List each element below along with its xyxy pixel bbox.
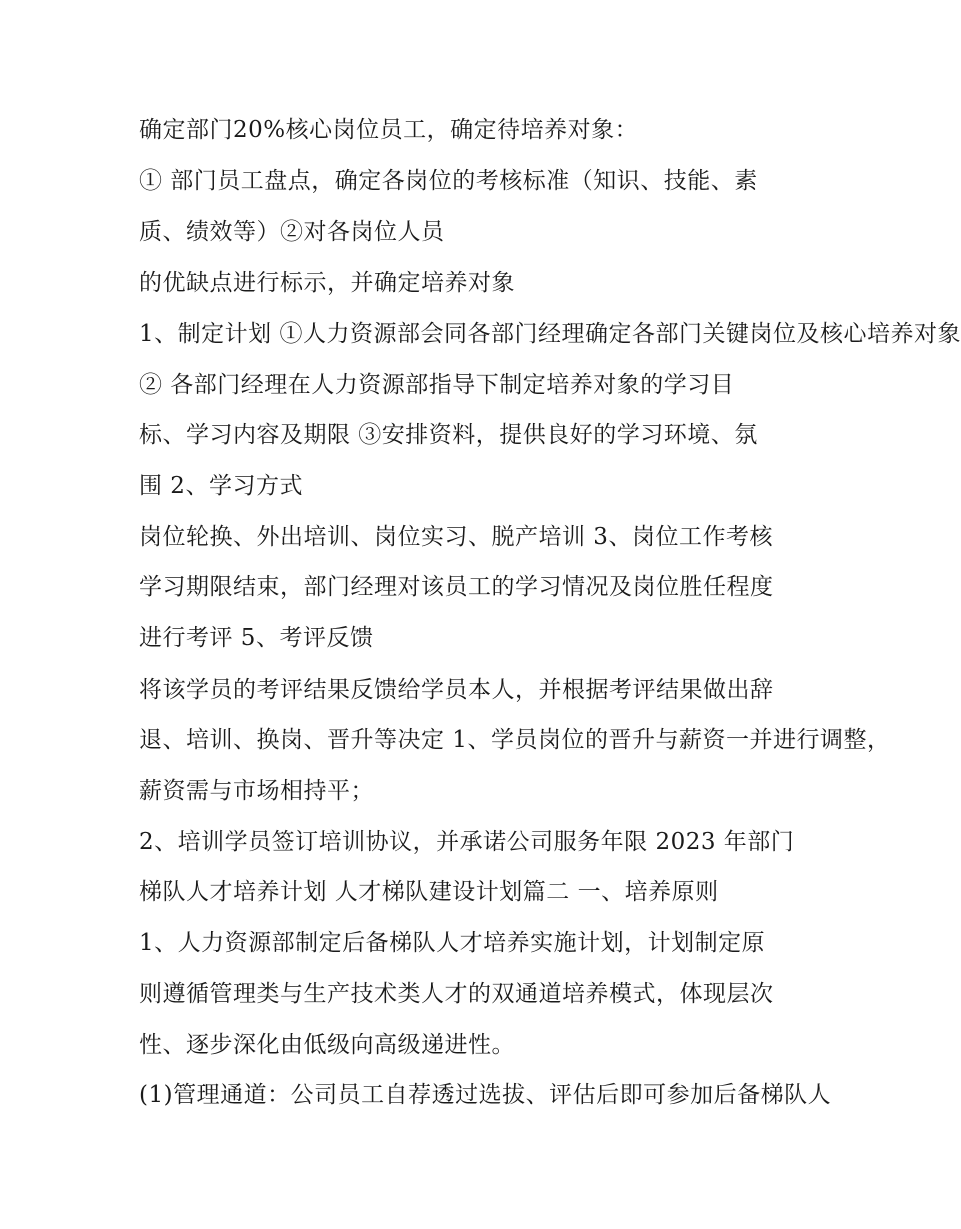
text-line: 将该学员的考评结果反馈给学员本人，并根据考评结果做出辞 (139, 677, 774, 703)
text-line: 岗位轮换、外出培训、岗位实习、脱产培训 3、岗位工作考核 (139, 524, 773, 550)
text-line: 退、培训、换岗、晋升等决定 1、学员岗位的晋升与薪资一并进行调整， (139, 727, 891, 753)
text-line: 薪资需与市场相持平； (139, 778, 374, 804)
text-line: ② 各部门经理在人力资源部指导下制定培养对象的学习目 (139, 372, 735, 398)
text-line: (1)管理通道：公司员工自荐透过选拔、评估后即可参加后备梯队人 (139, 1082, 832, 1108)
text-line: 1、制定计划 ①人力资源部会同各部门经理确定各部门关键岗位及核心培养对象 (139, 321, 961, 347)
text-line: 质、绩效等）②对各岗位人员 (139, 219, 445, 245)
text-line: 2、培训学员签订培训协议，并承诺公司服务年限 2023 年部门 (139, 829, 795, 855)
text-line: 进行考评 5、考评反馈 (139, 625, 374, 651)
text-line: 标、学习内容及期限 ③安排资料，提供良好的学习环境、氛 (139, 422, 758, 448)
text-line: 梯队人才培养计划 人才梯队建设计划篇二 一、培养原则 (139, 879, 719, 905)
text-line: 学习期限结束，部门经理对该员工的学习情况及岗位胜任程度 (139, 574, 774, 600)
text-line: 围 2、学习方式 (139, 473, 303, 499)
text-line: 性、逐步深化由低级向高级递进性。 (139, 1032, 515, 1058)
text-line: 确定部门20%核心岗位员工，确定待培养对象： (139, 117, 639, 143)
text-line: ① 部门员工盘点，确定各岗位的考核标准（知识、技能、素 (139, 168, 758, 194)
text-line: 的优缺点进行标示，并确定培养对象 (139, 270, 515, 296)
text-line: 则遵循管理类与生产技术类人才的双通道培养模式，体现层次 (139, 981, 774, 1007)
text-line: 1、人力资源部制定后备梯队人才培养实施计划，计划制定原 (139, 930, 766, 956)
